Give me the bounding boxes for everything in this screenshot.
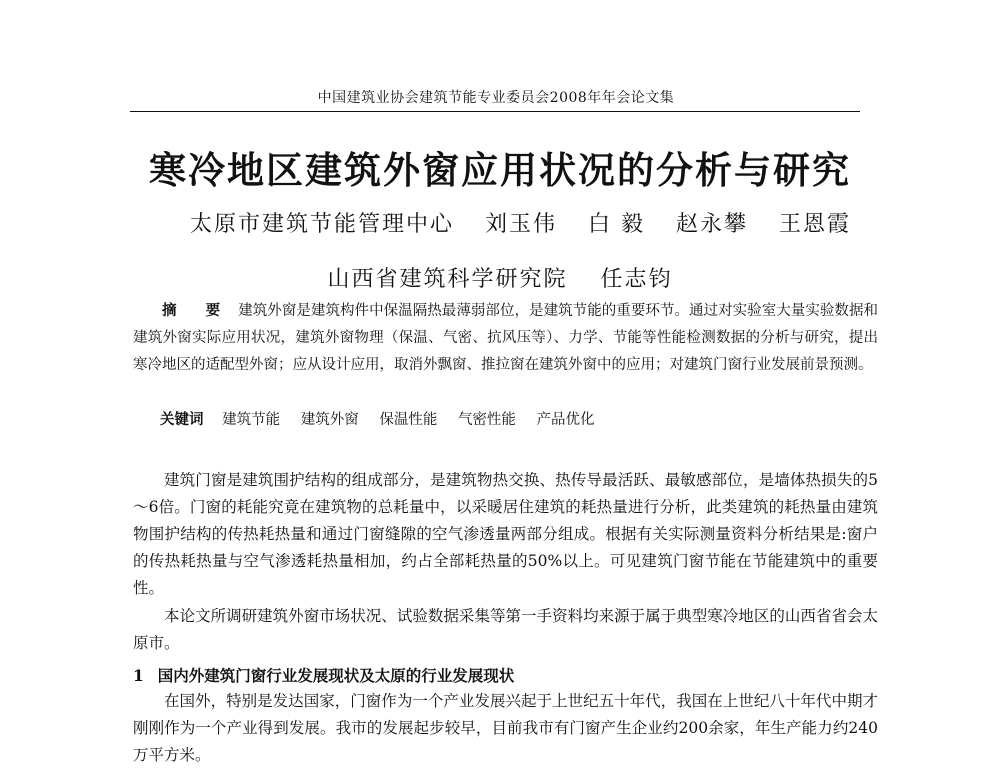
abstract-text: 建筑外窗是建筑构件中保温隔热最薄弱部位，是建筑节能的重要环节。通过对实验室大量实验数据和建筑外窗实际应用状况，建筑外窗物理（保温、气密、抗风压等）、力学、节能等性能检测数据的分析与研究，提出寒冷地区的适配型外窗；应从设计应用，取消外飘窗、推拉窗在建筑外窗中的应用；对建筑门窗行业发展前景预测。	[133, 303, 878, 373]
keywords	[160, 408, 880, 429]
keyword: 产品优化	[536, 412, 595, 428]
keyword: 建筑外窗	[300, 412, 359, 428]
author-name: 刘玉伟	[485, 212, 558, 237]
author-name: 白 毅	[588, 212, 646, 237]
abstract	[133, 297, 878, 379]
author-name: 赵永攀	[676, 212, 749, 237]
keywords-label: 关键词	[160, 411, 204, 428]
author-affiliation-2: 山西省建筑科学研究院	[327, 267, 568, 292]
abstract-label: 摘 要	[162, 302, 233, 319]
author-name: 任志钧	[600, 267, 673, 292]
header-rule	[130, 111, 860, 112]
author-name: 王恩霞	[779, 212, 852, 237]
body-paragraph-2: 本论文所调研建筑外窗市场状况、试验数据采集等第一手资料均来源于属于典型寒冷地区的山西省省会太原市。	[133, 607, 878, 652]
section-number: 1	[133, 666, 144, 685]
author-affiliation-1: 太原市建筑节能管理中心	[190, 212, 455, 237]
keyword: 建筑节能	[222, 412, 281, 428]
section-title: 国内外建筑门窗行业发展现状及太原的行业发展现状	[157, 666, 515, 685]
running-header: 中国建筑业协会建筑节能专业委员会2008年年会论文集	[317, 90, 675, 106]
paper-title: 寒冷地区建筑外窗应用状况的分析与研究	[149, 149, 851, 192]
author-line-1	[190, 207, 852, 238]
body-paragraph-3: 在国外，特别是发达国家，门窗作为一个产业发展兴起于上世纪五十年代，我国在上世纪八十年代中期才刚刚作为一个产业得到发展。我市的发展起步较早，目前我市有门窗产生企业约200余家，年生产能力约240万平方米。	[133, 692, 878, 764]
author-line-2	[0, 262, 1000, 293]
body-paragraph-1: 建筑门窗是建筑围护结构的组成部分，是建筑物热交换、热传导最活跃、最敏感部位，是墙体热损失的5～6倍。门窗的耗能究竟在建筑物的总耗量中，以采暖居住建筑的耗热量进行分析，此类建筑的耗热量由建筑物围护结构的传热耗热量和通过门窗缝隙的空气渗透量两部分组成。根据有关实际测量资料分析结果是:窗户的传热耗热量与空气渗透耗热量相加，约占全部耗热量的50%以上。可见建筑门窗节能在节能建筑中的重要性。	[133, 471, 878, 597]
section-heading-1	[133, 664, 878, 686]
keyword: 保温性能	[379, 412, 438, 428]
keyword: 气密性能	[457, 412, 516, 428]
